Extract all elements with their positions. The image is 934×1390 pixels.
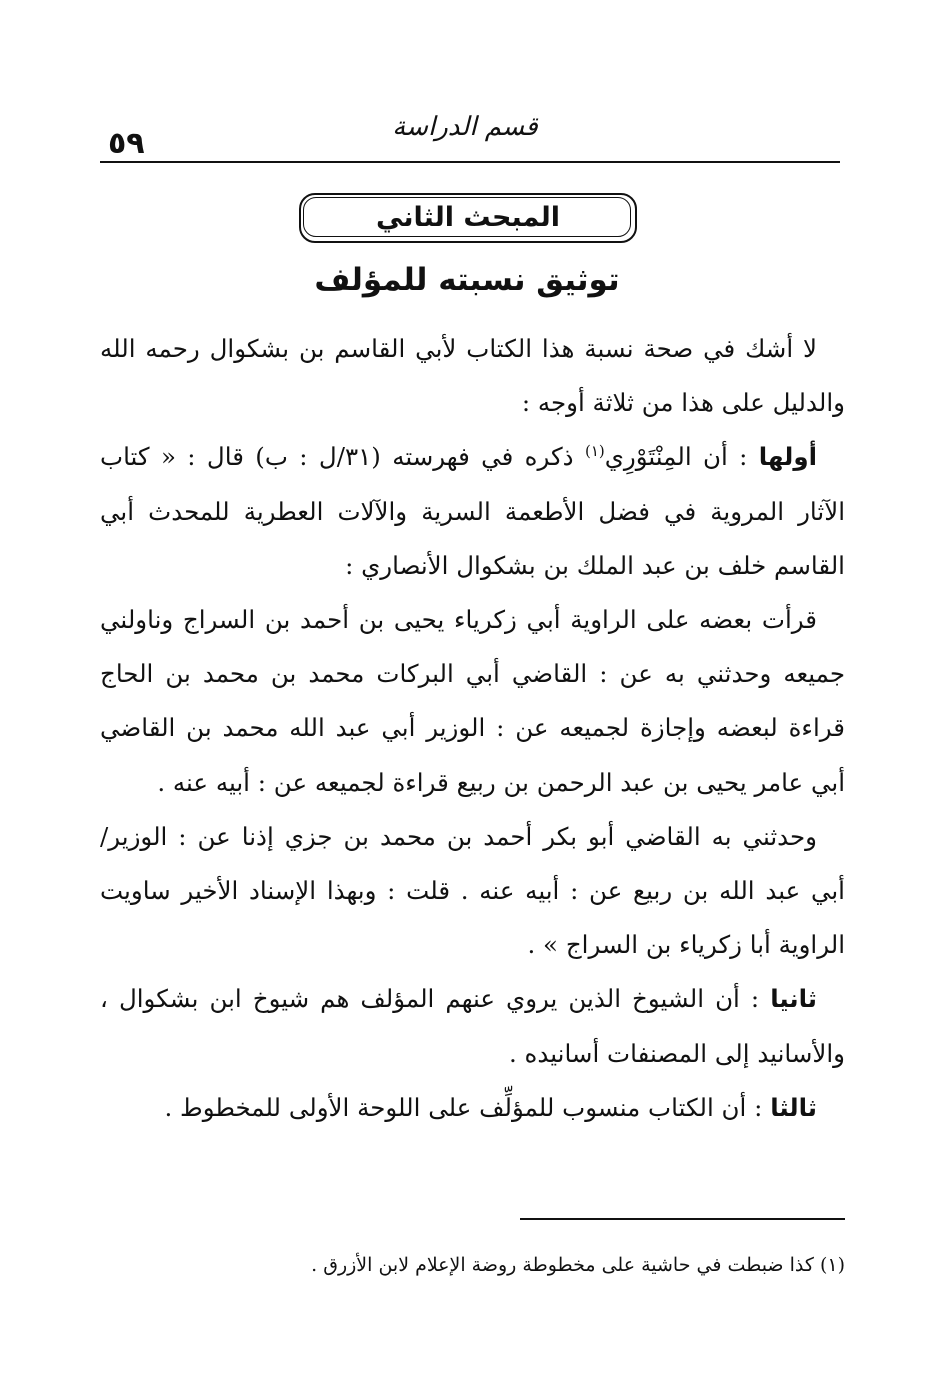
footnote-rule (520, 1218, 845, 1220)
third-proof-text: : أن الكتاب منسوب للمؤلِّف على اللوحة الأولى للمخطوط . (164, 1092, 771, 1122)
third-proof-label: ثالثا (770, 1092, 817, 1122)
chapter-title: توثيق نسبته للمؤلف (314, 262, 620, 298)
quote-paragraph-1: قرأت بعضه على الراوية أبي زكرياء يحيى بن أحمد بن السراج وناولني جميعه وحدثني به عن : القاضي أبي البركات محمد بن محمد بن الحاج قراءة لبعضه وإجازة لجميعه عن : الوزير أبي عبد الله محمد بن القاضي أبي عامر يحيى بن عبد الرحمن بن ربيع قراءة لجميعه عن : أبيه عنه . (100, 605, 845, 797)
intro-paragraph: لا أشك في صحة نسبة هذا الكتاب لأبي القاسم بن بشكوال رحمه الله والدليل على هذا من ثلاثة أوجه : (100, 334, 845, 418)
running-head: قسم الدراسة (392, 112, 538, 142)
second-proof-text: : أن الشيوخ الذين يروي عنهم المؤلف هم شيوخ ابن بشكوال ، والأسانيد إلى المصنفات أسانيده . (100, 984, 845, 1068)
body-text (100, 322, 845, 1135)
second-proof-label: ثانيا (770, 984, 817, 1014)
page-number: ٥٩ (108, 126, 145, 161)
first-proof-paragraph (100, 430, 845, 593)
first-proof-text-a: : أن المِنْتَوْرِي (604, 442, 759, 472)
footnote-text: كذا ضبطت في حاشية على مخطوطة روضة الإعلام لابن الأزرق . (311, 1254, 820, 1276)
header-rule (100, 161, 840, 163)
first-proof-label: أولها (758, 442, 817, 472)
section-box-title: المبحث الثاني (376, 202, 560, 233)
quote-paragraph-2: وحدثني به القاضي أبو بكر أحمد بن محمد بن جزي إذنا عن : الوزير/ أبي عبد الله بن ربيع عن : أبيه عنه . قلت : وبهذا الإسناد الأخير ساويت الراوية أبا زكرياء بن السراج » . (100, 821, 845, 960)
footnote-marker: (١) (819, 1254, 845, 1276)
footnote (100, 1248, 845, 1282)
second-proof-paragraph (100, 972, 845, 1080)
footnote-ref: (١) (584, 442, 605, 461)
first-proof-text-b: ذكره في فهرسته (٣١/ل : ب) قال : « كتاب الآثار المروية في فضل الأطعمة السرية والآلات العطرية للمحدث أبي القاسم خلف بن عبد الملك بن بشكوال الأنصاري : (100, 442, 845, 580)
third-proof-paragraph (100, 1081, 845, 1135)
